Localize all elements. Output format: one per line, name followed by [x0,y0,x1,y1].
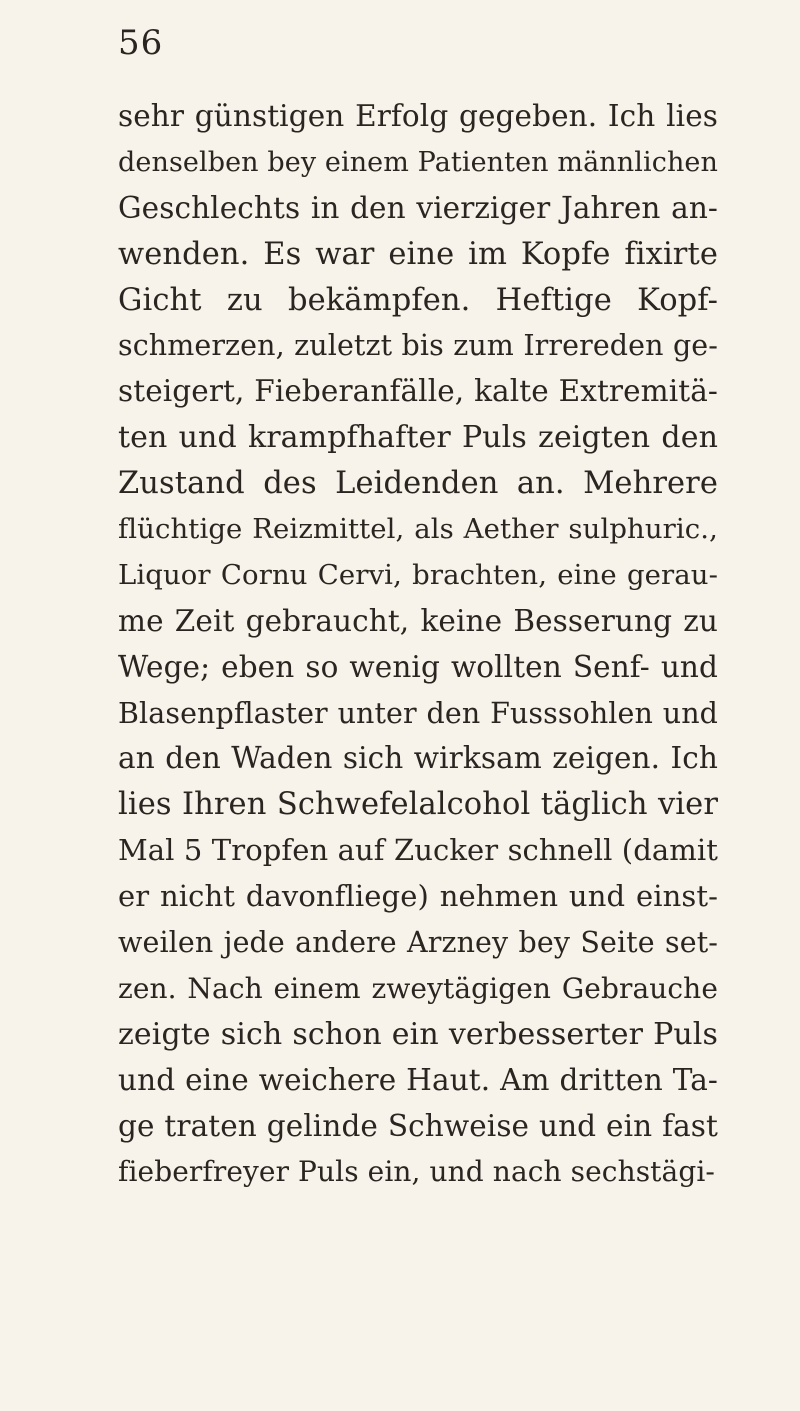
text-line: Geschlechts in den vierziger Jahren an- [118,190,718,225]
text-line: lies Ihren Schwefelalcohol täglich vier [118,787,718,823]
text-line: flüchtige Reizmittel, als Aether sulphuric., [118,513,718,546]
page-number: 56 [118,23,164,63]
text-line: sehr günstigen Erfolg gegeben. Ich lies [118,99,718,133]
text-line: an den Waden sich wirksam zeigen. Ich [118,741,718,776]
text-line: zeigte sich schon ein verbesserter Puls [118,1016,718,1052]
body-text [118,94,718,1195]
text-line: ge traten gelinde Schweise und ein fast [118,1108,718,1143]
text-line: fieberfreyer Puls ein, und nach sechstägi- [118,1155,715,1189]
text-line: er nicht davonfliege) nehmen und einst- [118,879,718,914]
text-line: Zustand des Leidenden an. Mehrere [118,466,718,502]
text-line: zen. Nach einem zweytägigen Gebrauche [118,971,718,1005]
text-line: weilen jede andere Arzney bey Seite set- [118,926,718,960]
text-line: Mal 5 Tropfen auf Zucker schnell (damit [118,833,718,868]
text-line: ten und krampfhafter Puls zeigten den [118,420,718,456]
text-line: denselben bey einem Patienten männlichen [118,146,718,178]
text-line: schmerzen, zuletzt bis zum Irrereden ge- [118,329,718,363]
text-line: Liquor Cornu Cervi, brachten, eine gerau- [118,558,718,591]
text-line: Blasenpflaster unter den Fusssohlen und [118,696,718,730]
text-line: steigert, Fieberanfälle, kalte Extremitä- [118,374,718,409]
text-line: Gicht zu bekämpfen. Heftige Kopf- [118,282,718,318]
text-line: wenden. Es war eine im Kopfe fixirte [118,236,718,272]
text-line: Wege; eben so wenig wollten Senf- und [118,649,718,684]
text-line: me Zeit gebraucht, keine Besserung zu [118,603,718,638]
text-line: und eine weichere Haut. Am dritten Ta- [118,1062,718,1097]
